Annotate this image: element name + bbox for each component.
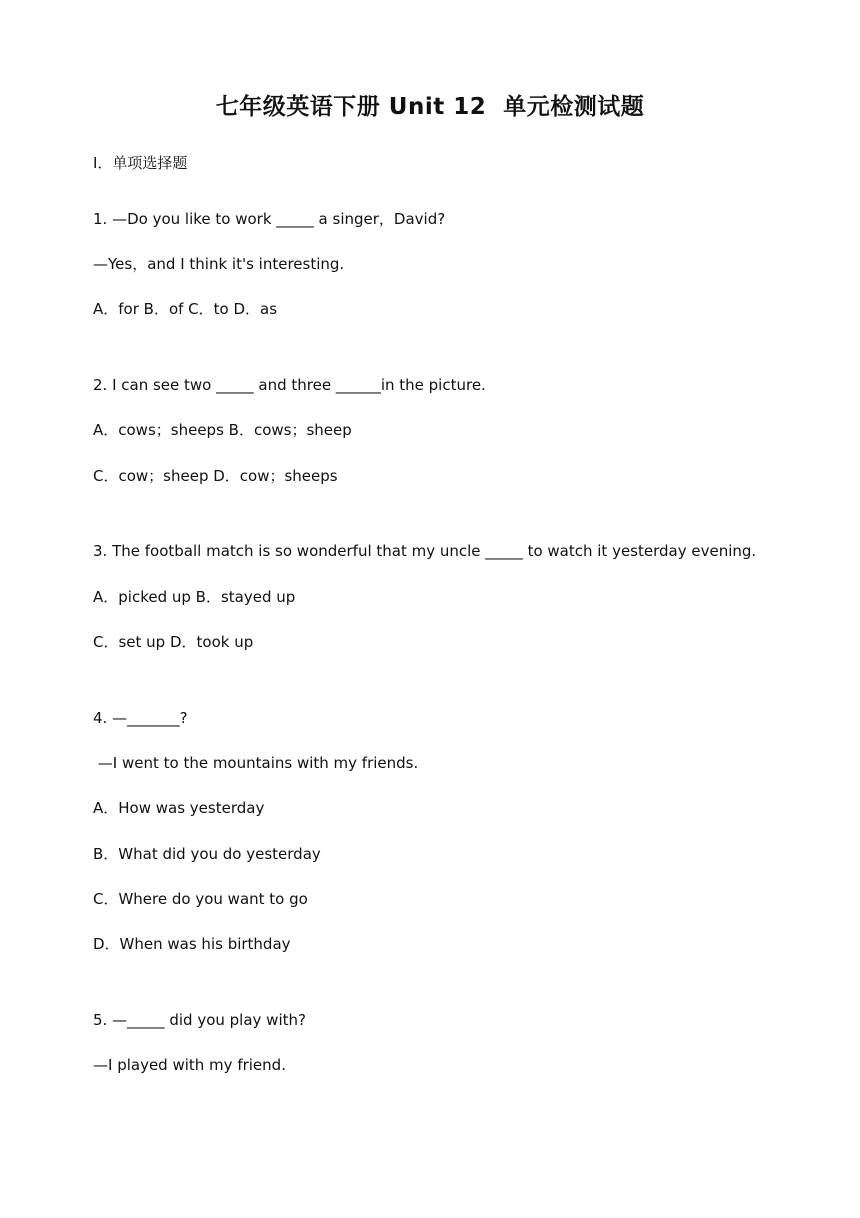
section-heading: Ⅰ．单项选择题	[93, 154, 188, 172]
question-1-options: A．for B．of C．to D．as	[93, 300, 278, 318]
question-5-reply: —I played with my friend.	[93, 1056, 286, 1074]
question-3-stem: 3. The football match is so wonderful that my uncle _____ to watch it yesterday evening.	[93, 542, 757, 560]
question-2-stem: 2. I can see two _____ and three ______in the picture.	[93, 376, 486, 394]
question-3-options-cd: C．set up D．took up	[93, 633, 254, 651]
question-4-stem: 4. —_______?	[93, 709, 188, 727]
question-2-options-ab: A．cows；sheeps B．cows；sheep	[93, 421, 352, 439]
question-4-reply: —I went to the mountains with my friends.	[93, 754, 419, 772]
question-2-options-cd: C．cow；sheep D．cow；sheeps	[93, 467, 338, 485]
question-4-option-d: D．When was his birthday	[93, 935, 291, 953]
question-4-option-c: C．Where do you want to go	[93, 890, 308, 908]
page-title: 七年级英语下册 Unit 12 单元检测试题	[215, 94, 645, 120]
question-3-options-ab: A．picked up B．stayed up	[93, 588, 296, 606]
question-4-option-b: B．What did you do yesterday	[93, 845, 321, 863]
question-1-stem: 1. —Do you like to work _____ a singer，David?	[93, 210, 446, 228]
question-1-reply: —Yes，and I think it's interesting.	[93, 255, 345, 273]
question-5-stem: 5. —_____ did you play with?	[93, 1011, 306, 1029]
question-4-option-a: A．How was yesterday	[93, 799, 265, 817]
